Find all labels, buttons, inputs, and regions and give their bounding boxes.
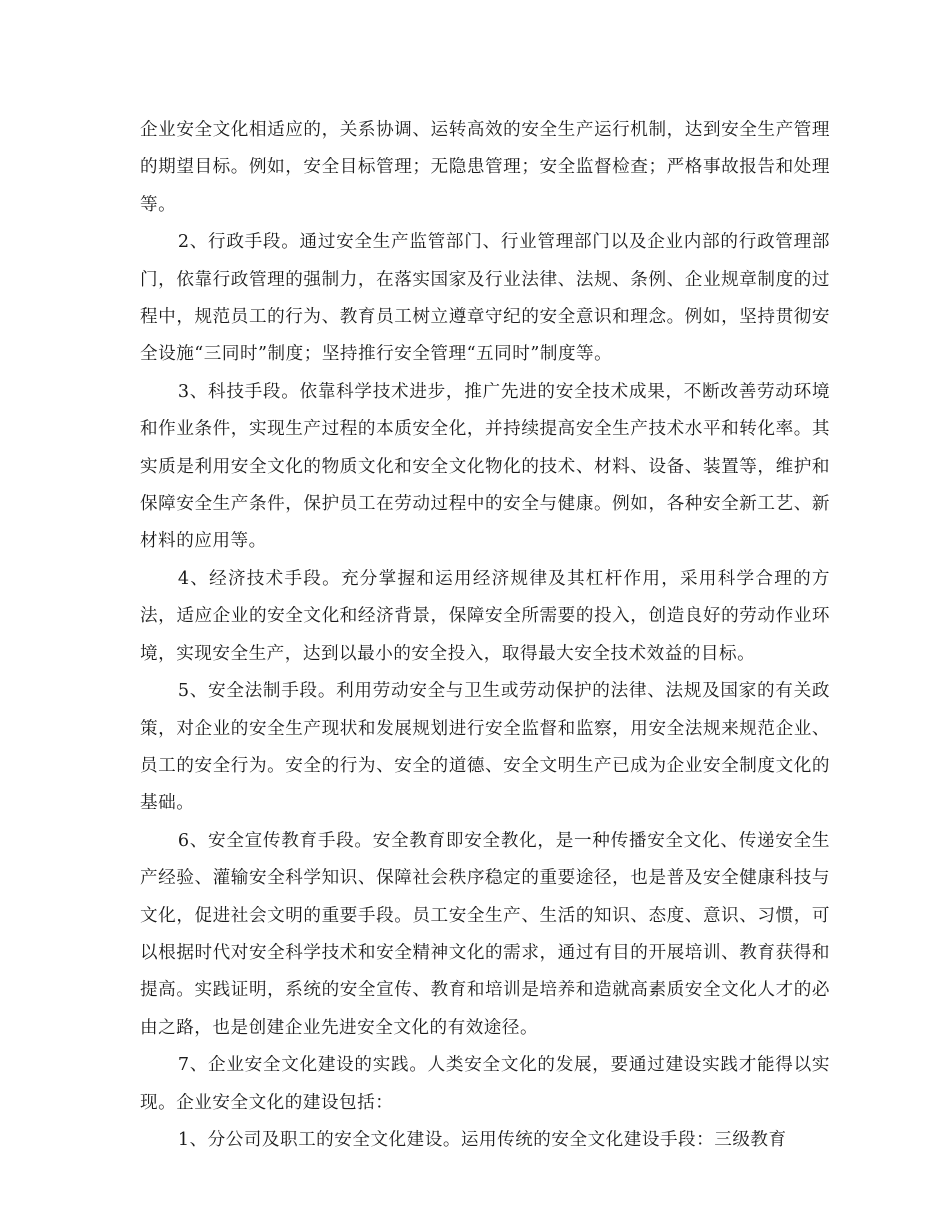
paragraph-economic-technical-means: 4、经济技术手段。充分掌握和运用经济规律及其杠杆作用，采用科学合理的方法，适应企业的安全文化和经济背景，保障安全所需要的投入，创造良好的劳动作业环境，实现安全生产，达到以最小的安全投入，取得最大安全技术效益的目标。	[140, 568, 830, 664]
paragraph-continuation: 企业安全文化相适应的，关系协调、运转高效的安全生产运行机制，达到安全生产管理的期望目标。例如，安全目标管理；无隐患管理；安全监督检查；严格事故报告和处理等。	[140, 120, 830, 215]
paragraph-branch-culture-building: 1、分公司及职工的安全文化建设。运用传统的安全文化建设手段：三级教育	[177, 1129, 787, 1150]
paragraph-education-means: 6、安全宣传教育手段。安全教育即安全教化，是一种传播安全文化、传递安全生产经验、灌输安全科学知识、保障社会秩序稳定的重要途径，也是普及安全健康科技与文化，促进社会文明的重要手段。员工安全生产、生活的知识、态度、意识、习惯，可以根据时代对安全科学技术和安全精神文化的需求，通过有目的开展培训、教育获得和提高。实践证明，系统的安全宣传、教育和培训是培养和造就高素质安全文化人才的必由之路，也是创建企业先进安全文化的有效途径。	[140, 830, 830, 1038]
document-body	[140, 112, 830, 1159]
paragraph-administrative-means: 2、行政手段。通过安全生产监管部门、行业管理部门以及企业内部的行政管理部门，依靠行政管理的强制力，在落实国家及行业法律、法规、条例、企业规章制度的过程中，规范员工的行为、教育员工树立遵章守纪的安全意识和理念。例如，坚持贯彻安全设施“三同时”制度；坚持推行安全管理“五同时”制度等。	[140, 232, 830, 365]
paragraph-legal-means: 5、安全法制手段。利用劳动安全与卫生或劳动保护的法律、法规及国家的有关政策，对企业的安全生产现状和发展规划进行安全监督和监察，用安全法规来规范企业、员工的安全行为。安全的行为、安全的道德、安全文明生产已成为企业安全制度文化的基础。	[140, 681, 830, 814]
paragraph-technology-means: 3、科技手段。依靠科学技术进步，推广先进的安全技术成果，不断改善劳动环境和作业条件，实现生产过程的本质安全化，并持续提高安全生产技术水平和转化率。其实质是利用安全文化的物质文化和安全文化物化的技术、材料、设备、装置等，维护和保障安全生产条件，保护员工在劳动过程中的安全与健康。例如，各种安全新工艺、新材料的应用等。	[140, 381, 830, 552]
paragraph-culture-practice: 7、企业安全文化建设的实践。人类安全文化的发展，要通过建设实践才能得以实现。企业安全文化的建设包括：	[140, 1055, 830, 1113]
